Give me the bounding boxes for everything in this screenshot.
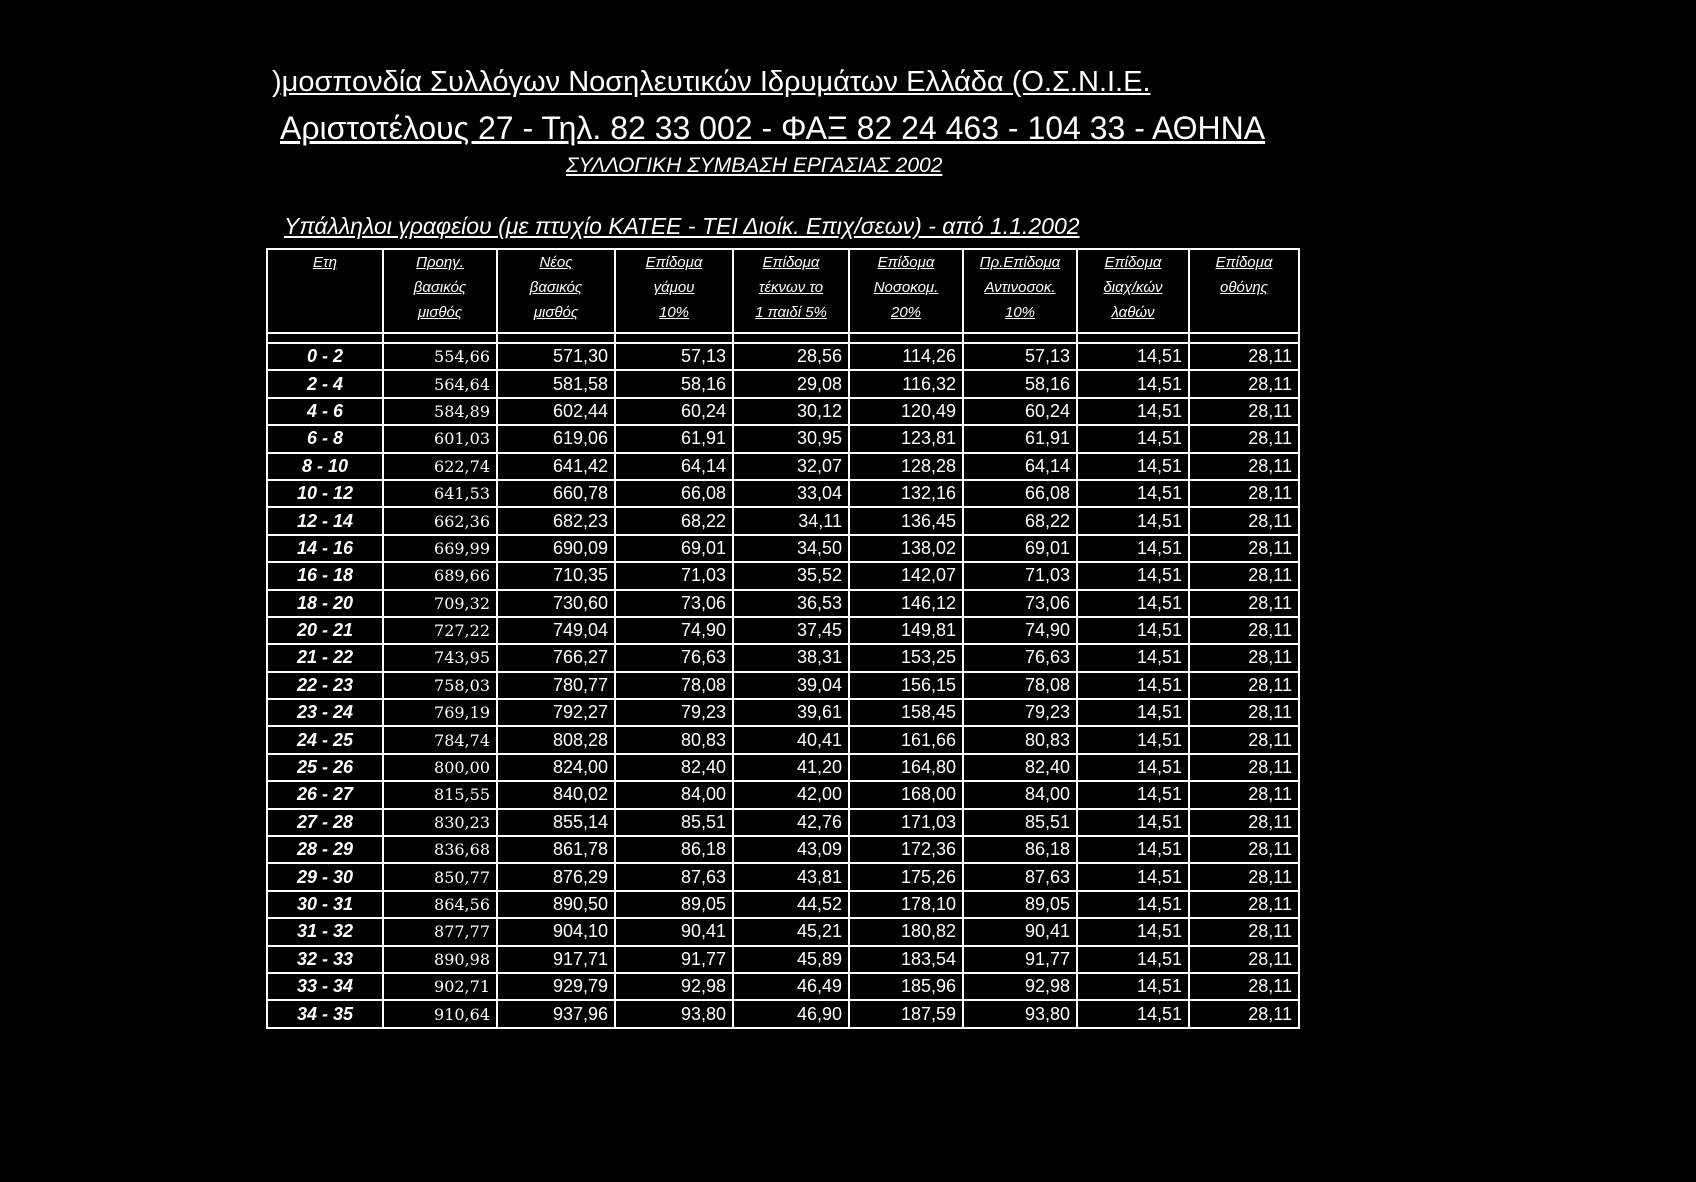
value-cell: 34,11 <box>733 507 849 534</box>
years-cell: 25 - 26 <box>267 754 383 781</box>
years-cell: 0 - 2 <box>267 343 383 370</box>
value-cell: 73,06 <box>615 590 733 617</box>
value-cell: 622,74 <box>383 453 497 480</box>
column-header-line: Νέος <box>539 254 573 271</box>
value-cell: 35,52 <box>733 562 849 589</box>
value-cell: 46,90 <box>733 1000 849 1027</box>
value-cell: 33,04 <box>733 480 849 507</box>
value-cell: 14,51 <box>1077 370 1189 397</box>
salary-table <box>266 248 1298 1029</box>
value-cell: 58,16 <box>615 370 733 397</box>
value-cell: 28,11 <box>1189 590 1299 617</box>
value-cell: 14,51 <box>1077 343 1189 370</box>
value-cell: 14,51 <box>1077 836 1189 863</box>
value-cell: 153,25 <box>849 644 963 671</box>
table-row <box>267 754 1299 781</box>
value-cell: 601,03 <box>383 425 497 452</box>
column-header-line: βασικός <box>413 279 467 296</box>
value-cell: 641,53 <box>383 480 497 507</box>
value-cell: 14,51 <box>1077 617 1189 644</box>
value-cell: 86,18 <box>963 836 1077 863</box>
value-cell: 90,41 <box>963 918 1077 945</box>
years-cell: 32 - 33 <box>267 946 383 973</box>
value-cell: 78,08 <box>615 672 733 699</box>
value-cell: 28,11 <box>1189 480 1299 507</box>
value-cell: 662,36 <box>383 507 497 534</box>
value-cell: 28,11 <box>1189 672 1299 699</box>
value-cell: 28,11 <box>1189 343 1299 370</box>
value-cell: 69,01 <box>963 535 1077 562</box>
value-cell: 91,77 <box>963 946 1077 973</box>
years-cell: 16 - 18 <box>267 562 383 589</box>
value-cell: 14,51 <box>1077 453 1189 480</box>
value-cell: 727,22 <box>383 617 497 644</box>
table-body <box>267 343 1299 1028</box>
value-cell: 92,98 <box>615 973 733 1000</box>
value-cell: 45,21 <box>733 918 849 945</box>
value-cell: 28,11 <box>1189 644 1299 671</box>
value-cell: 187,59 <box>849 1000 963 1027</box>
value-cell: 14,51 <box>1077 781 1189 808</box>
value-cell: 40,41 <box>733 726 849 753</box>
value-cell: 917,71 <box>497 946 615 973</box>
value-cell: 44,52 <box>733 891 849 918</box>
value-cell: 877,77 <box>383 918 497 945</box>
value-cell: 564,64 <box>383 370 497 397</box>
value-cell: 82,40 <box>963 754 1077 781</box>
value-cell: 85,51 <box>963 809 1077 836</box>
value-cell: 86,18 <box>615 836 733 863</box>
value-cell: 14,51 <box>1077 946 1189 973</box>
value-cell: 76,63 <box>963 644 1077 671</box>
years-cell: 31 - 32 <box>267 918 383 945</box>
value-cell: 902,71 <box>383 973 497 1000</box>
column-header-line: γάμου <box>653 279 695 296</box>
value-cell: 554,66 <box>383 343 497 370</box>
value-cell: 890,50 <box>497 891 615 918</box>
column-header-line: Επίδομα <box>1104 254 1162 271</box>
value-cell: 660,78 <box>497 480 615 507</box>
value-cell: 28,11 <box>1189 425 1299 452</box>
value-cell: 32,07 <box>733 453 849 480</box>
value-cell: 158,45 <box>849 699 963 726</box>
value-cell: 92,98 <box>963 973 1077 1000</box>
value-cell: 850,77 <box>383 863 497 890</box>
value-cell: 42,00 <box>733 781 849 808</box>
value-cell: 138,02 <box>849 535 963 562</box>
value-cell: 669,99 <box>383 535 497 562</box>
value-cell: 619,06 <box>497 425 615 452</box>
value-cell: 709,32 <box>383 590 497 617</box>
years-cell: 28 - 29 <box>267 836 383 863</box>
value-cell: 66,08 <box>963 480 1077 507</box>
value-cell: 78,08 <box>963 672 1077 699</box>
value-cell: 14,51 <box>1077 535 1189 562</box>
value-cell: 180,82 <box>849 918 963 945</box>
value-cell: 61,91 <box>963 425 1077 452</box>
value-cell: 79,23 <box>615 699 733 726</box>
value-cell: 172,36 <box>849 836 963 863</box>
value-cell: 14,51 <box>1077 863 1189 890</box>
value-cell: 28,56 <box>733 343 849 370</box>
value-cell: 168,00 <box>849 781 963 808</box>
value-cell: 28,11 <box>1189 617 1299 644</box>
value-cell: 28,11 <box>1189 809 1299 836</box>
value-cell: 28,11 <box>1189 946 1299 973</box>
value-cell: 80,83 <box>615 726 733 753</box>
value-cell: 175,26 <box>849 863 963 890</box>
value-cell: 28,11 <box>1189 699 1299 726</box>
years-cell: 18 - 20 <box>267 590 383 617</box>
value-cell: 120,49 <box>849 398 963 425</box>
value-cell: 84,00 <box>963 781 1077 808</box>
value-cell: 766,27 <box>497 644 615 671</box>
value-cell: 937,96 <box>497 1000 615 1027</box>
organization-address: Αριστοτέλους 27 - Τηλ. 82 33 002 - ΦΑΞ 82 24 463 - 104 33 - ΑΘΗΝΑ <box>280 110 1266 146</box>
column-header-line: μισθός <box>533 304 579 321</box>
value-cell: 689,66 <box>383 562 497 589</box>
column-header-line: διαχ/κών <box>1103 279 1163 296</box>
value-cell: 14,51 <box>1077 398 1189 425</box>
value-cell: 682,23 <box>497 507 615 534</box>
column-header-line: Ετη <box>313 254 337 271</box>
table-row <box>267 891 1299 918</box>
value-cell: 28,11 <box>1189 1000 1299 1027</box>
column-header-line: Επίδομα <box>762 254 820 271</box>
table-row <box>267 343 1299 370</box>
value-cell: 84,00 <box>615 781 733 808</box>
value-cell: 784,74 <box>383 726 497 753</box>
column-header-line: Πρ.Επίδομα <box>979 254 1061 271</box>
table-row <box>267 726 1299 753</box>
table-row <box>267 918 1299 945</box>
table-row <box>267 507 1299 534</box>
column-header-line: Προηγ. <box>416 254 464 271</box>
value-cell: 28,11 <box>1189 973 1299 1000</box>
column-header-line: μισθός <box>417 304 463 321</box>
table-row <box>267 644 1299 671</box>
years-cell: 21 - 22 <box>267 644 383 671</box>
value-cell: 571,30 <box>497 343 615 370</box>
value-cell: 28,11 <box>1189 453 1299 480</box>
table-row <box>267 590 1299 617</box>
value-cell: 34,50 <box>733 535 849 562</box>
column-header-line: βασικός <box>529 279 583 296</box>
value-cell: 730,60 <box>497 590 615 617</box>
value-cell: 641,42 <box>497 453 615 480</box>
value-cell: 14,51 <box>1077 1000 1189 1027</box>
value-cell: 68,22 <box>615 507 733 534</box>
value-cell: 28,11 <box>1189 754 1299 781</box>
value-cell: 42,76 <box>733 809 849 836</box>
value-cell: 14,51 <box>1077 809 1189 836</box>
value-cell: 28,11 <box>1189 370 1299 397</box>
value-cell: 43,81 <box>733 863 849 890</box>
years-cell: 4 - 6 <box>267 398 383 425</box>
value-cell: 39,61 <box>733 699 849 726</box>
value-cell: 855,14 <box>497 809 615 836</box>
value-cell: 164,80 <box>849 754 963 781</box>
value-cell: 161,66 <box>849 726 963 753</box>
table-row <box>267 672 1299 699</box>
value-cell: 39,04 <box>733 672 849 699</box>
years-cell: 6 - 8 <box>267 425 383 452</box>
value-cell: 85,51 <box>615 809 733 836</box>
column-header <box>1189 249 1299 333</box>
years-cell: 10 - 12 <box>267 480 383 507</box>
table-row <box>267 480 1299 507</box>
value-cell: 46,49 <box>733 973 849 1000</box>
table-row <box>267 562 1299 589</box>
value-cell: 14,51 <box>1077 480 1189 507</box>
value-cell: 14,51 <box>1077 644 1189 671</box>
years-cell: 26 - 27 <box>267 781 383 808</box>
value-cell: 602,44 <box>497 398 615 425</box>
value-cell: 28,11 <box>1189 535 1299 562</box>
value-cell: 824,00 <box>497 754 615 781</box>
value-cell: 14,51 <box>1077 754 1189 781</box>
value-cell: 710,35 <box>497 562 615 589</box>
value-cell: 60,24 <box>615 398 733 425</box>
value-cell: 64,14 <box>615 453 733 480</box>
years-cell: 34 - 35 <box>267 1000 383 1027</box>
value-cell: 28,11 <box>1189 781 1299 808</box>
value-cell: 57,13 <box>963 343 1077 370</box>
value-cell: 30,95 <box>733 425 849 452</box>
table-row <box>267 946 1299 973</box>
value-cell: 780,77 <box>497 672 615 699</box>
table-row <box>267 1000 1299 1027</box>
value-cell: 128,28 <box>849 453 963 480</box>
value-cell: 28,11 <box>1189 836 1299 863</box>
value-cell: 93,80 <box>963 1000 1077 1027</box>
value-cell: 28,11 <box>1189 398 1299 425</box>
column-header-line: Νοσοκομ. <box>873 279 939 296</box>
value-cell: 185,96 <box>849 973 963 1000</box>
value-cell: 38,31 <box>733 644 849 671</box>
value-cell: 758,03 <box>383 672 497 699</box>
value-cell: 864,56 <box>383 891 497 918</box>
table-row <box>267 535 1299 562</box>
value-cell: 114,26 <box>849 343 963 370</box>
table-row <box>267 425 1299 452</box>
value-cell: 581,58 <box>497 370 615 397</box>
value-cell: 58,16 <box>963 370 1077 397</box>
value-cell: 41,20 <box>733 754 849 781</box>
years-cell: 8 - 10 <box>267 453 383 480</box>
value-cell: 14,51 <box>1077 699 1189 726</box>
value-cell: 836,68 <box>383 836 497 863</box>
value-cell: 28,11 <box>1189 507 1299 534</box>
value-cell: 136,45 <box>849 507 963 534</box>
value-cell: 156,15 <box>849 672 963 699</box>
value-cell: 71,03 <box>615 562 733 589</box>
contract-title: ΣΥΛΛΟΓΙΚΗ ΣΥΜΒΑΣΗ ΕΡΓΑΣΙΑΣ 2002 <box>566 154 943 177</box>
value-cell: 808,28 <box>497 726 615 753</box>
column-header <box>615 249 733 333</box>
value-cell: 43,09 <box>733 836 849 863</box>
value-cell: 904,10 <box>497 918 615 945</box>
value-cell: 14,51 <box>1077 425 1189 452</box>
years-cell: 30 - 31 <box>267 891 383 918</box>
value-cell: 28,11 <box>1189 562 1299 589</box>
column-header-line: 1 παιδί 5% <box>755 304 827 321</box>
column-header-line: 10% <box>658 304 690 321</box>
column-header-line: τέκνων το <box>758 279 824 296</box>
value-cell: 69,01 <box>615 535 733 562</box>
years-cell: 33 - 34 <box>267 973 383 1000</box>
value-cell: 28,11 <box>1189 891 1299 918</box>
value-cell: 71,03 <box>963 562 1077 589</box>
value-cell: 79,23 <box>963 699 1077 726</box>
value-cell: 14,51 <box>1077 918 1189 945</box>
value-cell: 14,51 <box>1077 562 1189 589</box>
table-row <box>267 370 1299 397</box>
value-cell: 73,06 <box>963 590 1077 617</box>
value-cell: 876,29 <box>497 863 615 890</box>
value-cell: 89,05 <box>963 891 1077 918</box>
value-cell: 815,55 <box>383 781 497 808</box>
value-cell: 690,09 <box>497 535 615 562</box>
table-row <box>267 836 1299 863</box>
value-cell: 37,45 <box>733 617 849 644</box>
years-cell: 23 - 24 <box>267 699 383 726</box>
table-row <box>267 398 1299 425</box>
value-cell: 142,07 <box>849 562 963 589</box>
value-cell: 90,41 <box>615 918 733 945</box>
years-cell: 29 - 30 <box>267 863 383 890</box>
value-cell: 80,83 <box>963 726 1077 753</box>
column-header-line: Επίδομα <box>645 254 703 271</box>
value-cell: 74,90 <box>615 617 733 644</box>
value-cell: 910,64 <box>383 1000 497 1027</box>
value-cell: 68,22 <box>963 507 1077 534</box>
value-cell: 743,95 <box>383 644 497 671</box>
table-row <box>267 617 1299 644</box>
table-row <box>267 699 1299 726</box>
table-row <box>267 781 1299 808</box>
years-cell: 27 - 28 <box>267 809 383 836</box>
value-cell: 66,08 <box>615 480 733 507</box>
value-cell: 74,90 <box>963 617 1077 644</box>
value-cell: 861,78 <box>497 836 615 863</box>
years-cell: 20 - 21 <box>267 617 383 644</box>
value-cell: 93,80 <box>615 1000 733 1027</box>
column-header <box>733 249 849 333</box>
value-cell: 830,23 <box>383 809 497 836</box>
column-header-line: λαθών <box>1111 304 1155 321</box>
column-header <box>1077 249 1189 333</box>
value-cell: 178,10 <box>849 891 963 918</box>
column-header-line: Επίδομα <box>877 254 935 271</box>
value-cell: 14,51 <box>1077 726 1189 753</box>
value-cell: 14,51 <box>1077 507 1189 534</box>
value-cell: 14,51 <box>1077 590 1189 617</box>
value-cell: 14,51 <box>1077 672 1189 699</box>
years-cell: 2 - 4 <box>267 370 383 397</box>
value-cell: 61,91 <box>615 425 733 452</box>
table-row <box>267 809 1299 836</box>
column-header-line: Αντινοσοκ. <box>984 279 1056 296</box>
value-cell: 890,98 <box>383 946 497 973</box>
organization-name: )μοσπονδία Συλλόγων Νοσηλευτικών Ιδρυμάτων Ελλάδα (Ο.Σ.Ν.Ι.Ε. <box>272 66 1151 98</box>
value-cell: 64,14 <box>963 453 1077 480</box>
value-cell: 60,24 <box>963 398 1077 425</box>
years-cell: 12 - 14 <box>267 507 383 534</box>
value-cell: 89,05 <box>615 891 733 918</box>
column-header <box>383 249 497 333</box>
value-cell: 82,40 <box>615 754 733 781</box>
value-cell: 123,81 <box>849 425 963 452</box>
value-cell: 29,08 <box>733 370 849 397</box>
years-cell: 22 - 23 <box>267 672 383 699</box>
column-header-line: 20% <box>890 304 922 321</box>
value-cell: 87,63 <box>615 863 733 890</box>
value-cell: 749,04 <box>497 617 615 644</box>
table-row <box>267 973 1299 1000</box>
value-cell: 87,63 <box>963 863 1077 890</box>
value-cell: 840,02 <box>497 781 615 808</box>
value-cell: 45,89 <box>733 946 849 973</box>
value-cell: 769,19 <box>383 699 497 726</box>
value-cell: 28,11 <box>1189 863 1299 890</box>
value-cell: 183,54 <box>849 946 963 973</box>
table-header <box>267 249 1299 343</box>
value-cell: 14,51 <box>1077 973 1189 1000</box>
value-cell: 36,53 <box>733 590 849 617</box>
years-cell: 14 - 16 <box>267 535 383 562</box>
table-row <box>267 453 1299 480</box>
value-cell: 30,12 <box>733 398 849 425</box>
value-cell: 76,63 <box>615 644 733 671</box>
table-row <box>267 863 1299 890</box>
column-header <box>963 249 1077 333</box>
column-header <box>267 249 383 333</box>
value-cell: 149,81 <box>849 617 963 644</box>
column-header-line: 10% <box>1004 304 1036 321</box>
value-cell: 14,51 <box>1077 891 1189 918</box>
column-header <box>497 249 615 333</box>
value-cell: 584,89 <box>383 398 497 425</box>
value-cell: 132,16 <box>849 480 963 507</box>
value-cell: 929,79 <box>497 973 615 1000</box>
value-cell: 171,03 <box>849 809 963 836</box>
value-cell: 28,11 <box>1189 918 1299 945</box>
column-header-line: Επίδομα <box>1215 254 1273 271</box>
column-header <box>849 249 963 333</box>
value-cell: 116,32 <box>849 370 963 397</box>
table-subtitle: Υπάλληλοι γραφείου (με πτυχίο ΚΑΤΕΕ - ΤΕΙ Διοίκ. Επιχ/σεων) - από 1.1.2002 <box>284 213 1080 239</box>
value-cell: 28,11 <box>1189 726 1299 753</box>
column-header-line: οθόνης <box>1220 279 1268 296</box>
value-cell: 91,77 <box>615 946 733 973</box>
value-cell: 792,27 <box>497 699 615 726</box>
value-cell: 800,00 <box>383 754 497 781</box>
value-cell: 146,12 <box>849 590 963 617</box>
years-cell: 24 - 25 <box>267 726 383 753</box>
value-cell: 57,13 <box>615 343 733 370</box>
